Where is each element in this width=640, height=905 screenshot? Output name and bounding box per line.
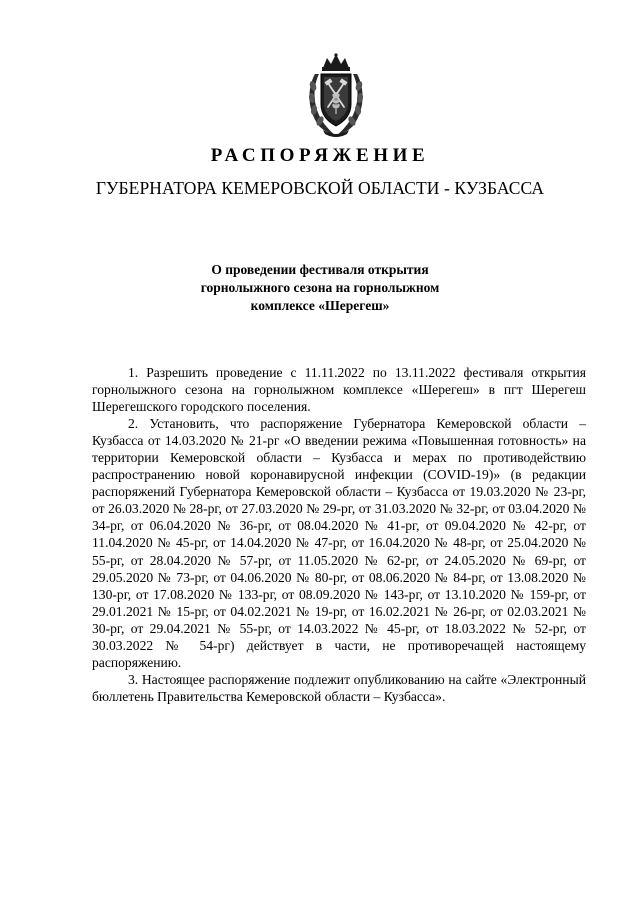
- paragraph-2: 2. Установить, что распоряжение Губернатора Кемеровской области – Кузбасса от 14.03.2020 № 21-рг «О введении режима «Повышенная готовность» на территории Кемеровской области – Кузбасса и мерах по противодействию распространению новой коронавирусной инфекции (COVID-19)» (в редакции распоряжений Губернатора Кемеровской области – Кузбасса от 19.03.2020 № 23-рг, от 26.03.2020 № 28-рг, от 27.03.2020 № 29-рг, от 31.03.2020 № 32-рг, от 03.04.2020 № 34-рг, от 06.04.2020 № 36-рг, от 08.04.2020 № 41-рг, от 09.04.2020 № 42-рг, от 11.04.2020 № 45-рг, от 14.04.2020 № 47-рг, от 16.04.2020 № 48-рг, от 25.04.2020 № 55-рг, от 28.04.2020 № 57-рг, от 11.05.2020 № 62-рг, от 24.05.2020 № 69-рг, от 29.05.2020 № 73-рг, от 04.06.2020 № 80-рг, от 08.06.2020 № 84-рг, от 13.08.2020 № 130-рг, от 17.08.2020 № 133-рг, от 08.09.2020 № 143-рг, от 13.10.2020 № 159-рг, от 29.01.2021 № 15-рг, от 04.02.2021 № 19-рг, от 16.02.2021 № 26-рг, от 02.03.2021 № 30-рг, от 29.04.2021 № 55-рг, от 14.03.2022 № 45-рг, от 18.03.2022 № 52-рг, от 30.03.2022 № 54-рг) действует в части, не противоречащей настоящему распоряжению.: [92, 416, 586, 670]
- paragraph-1: 1. Разрешить проведение с 11.11.2022 по 13.11.2022 фестиваля открытия горнолыжного сезона на горнолыжном комплексе «Шерегеш» в пгт Шерегеш Шерегешского городского поселения.: [92, 365, 586, 415]
- subject-line: комплексе «Шерегеш»: [250, 298, 390, 313]
- coat-of-arms-icon: [301, 52, 371, 138]
- subject-line: горнолыжного сезона на горнолыжном: [200, 280, 440, 295]
- document-subject: [170, 261, 470, 315]
- issuer-heading: ГУБЕРНАТОРА КЕМЕРОВСКОЙ ОБЛАСТИ - КУЗБАССА: [95, 178, 545, 198]
- document-body: [92, 364, 586, 705]
- subject-line: О проведении фестиваля открытия: [211, 262, 429, 277]
- paragraph-3: 3. Настоящее распоряжение подлежит опубликованию на сайте «Электронный бюллетень Правительства Кемеровской области – Кузбасса».: [92, 671, 586, 704]
- document-type-heading: РАСПОРЯЖЕНИЕ: [210, 145, 430, 166]
